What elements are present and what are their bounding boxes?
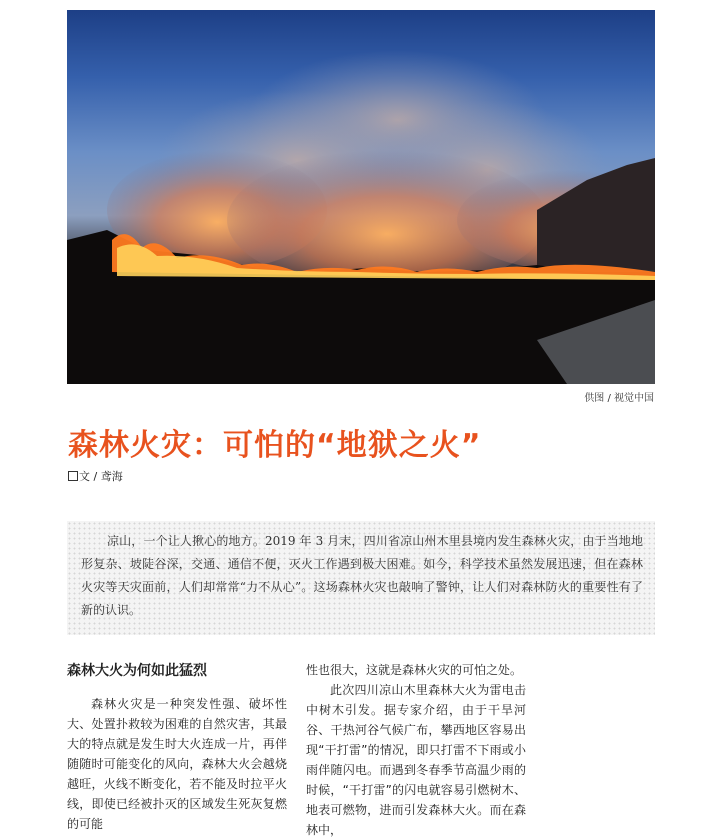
body-paragraph: 性也很大，这就是森林火灾的可怕之处。 [306, 663, 523, 677]
byline [68, 468, 123, 484]
body-paragraph: 此次四川凉山木里森林大火为雷电击中树木引发。据专家介绍，由于干旱河谷、干热河谷气候广布，攀西地区容易出现“干打雷”的情况，即只打雷不下雨或小雨伴随闪电。而遇到冬春季节高温少雨的时候，“干打雷”的闪电就容易引燃树木、地表可燃物，进而引发森林大火。而在森林中， [306, 683, 526, 837]
column-right [306, 660, 526, 840]
byline-text: 文 / 鸢海 [79, 470, 123, 483]
article-title: 森林火灾：可怕的“地狱之火” [68, 428, 482, 463]
photo-credit: 供图 / 视觉中国 [584, 393, 654, 404]
forest-fire-photo [67, 10, 655, 384]
column-left [67, 660, 287, 834]
square-icon [68, 471, 78, 481]
body-paragraph: 森林火灾是一种突发性强、破坏性大、处置扑救较为困难的自然灾害，其最大的特点就是发生时大火连成一片，再伴随随时可能变化的风向，森林大火会越烧越旺，火线不断变化，若不能及时拉平火线，即使已经被扑灭的区域发生死灰复燃的可能 [67, 697, 287, 831]
section-heading: 森林大火为何如此猛烈 [67, 663, 207, 679]
abstract-box [67, 521, 655, 635]
abstract-text: 凉山，一个让人揪心的地方。2019 年 3 月末，四川省凉山州木里县境内发生森林火灾，由于当地地形复杂、坡陡谷深，交通、通信不便，灭火工作遇到极大困难。如今，科学技术虽然发展迅速，但在森林火灾等天灾面前，人们却常常“力不从心”。这场森林火灾也敲响了警钟，让人们对森林防火的重要性有了新的认识。 [81, 534, 643, 617]
fire-illustration [67, 10, 655, 384]
